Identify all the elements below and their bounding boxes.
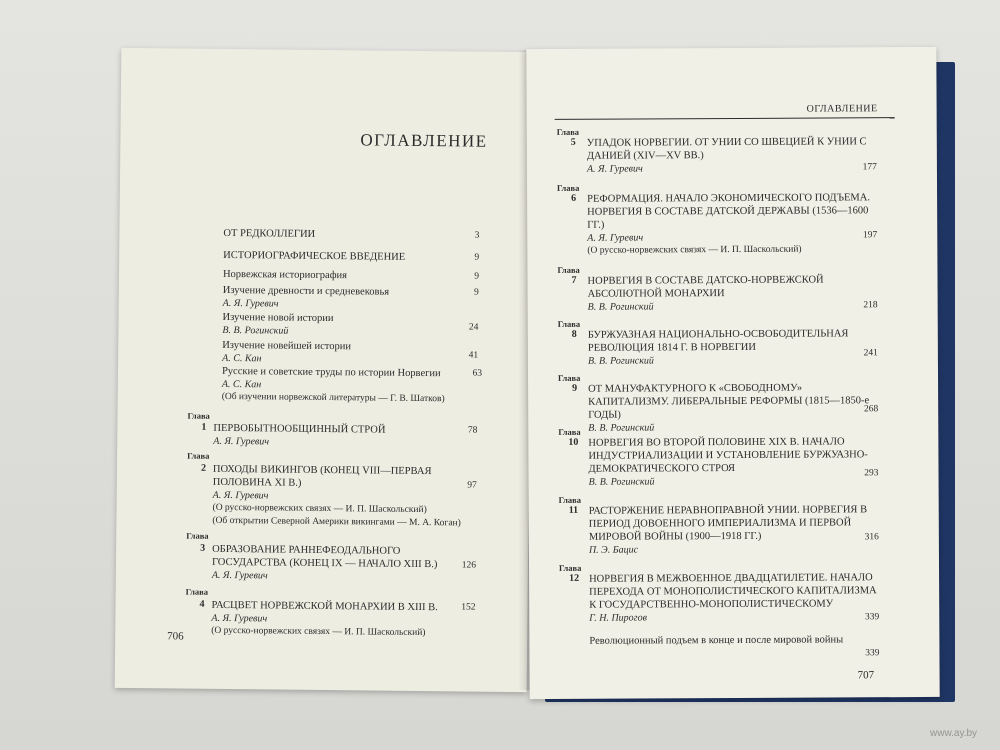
right-page <box>526 47 939 699</box>
chapter-label: Глава <box>557 318 581 329</box>
chapter-number: 8 <box>571 328 577 340</box>
chapter-label: Глава <box>186 530 209 541</box>
page-number: 706 <box>167 630 184 643</box>
toc-chapter: ПЕРВОБЫТНООБЩИННЫЙ СТРОЙ А. Я. Гуревич 78 <box>213 422 478 448</box>
chapter-label: Глава <box>557 264 580 275</box>
toc-chapter: ОТ МАНУФАКТУРНОГО К «СВОБОДНОМУ» КАПИТАЛИЗМУ. ЛИБЕРАЛЬНЫЕ РЕФОРМЫ (1815—1850-е ГОДЫ) В. В. Рогинский 268 <box>588 382 879 434</box>
chapter-label: Глава <box>187 410 210 421</box>
chapter-label: Глава <box>558 562 582 573</box>
toc-entry: Русские и советские труды по истории Норвегии А. С. Кан (Об изучении норвежской литературы — Г. В. Шатков) 63 <box>221 365 483 405</box>
running-header: ОГЛАВЛЕНИЕ <box>806 103 878 115</box>
toc-chapter: РЕФОРМАЦИЯ. НАЧАЛО ЭКОНОМИЧЕСКОГО ПОДЪЕМА. НОРВЕГИЯ В СОСТАВЕ ДАТСКОЙ ДЕРЖАВЫ (1536—1600 ГГ.) А. Я. Гуревич (О русско-норвежских связях — И. П. Шаскольский) 197 <box>587 192 878 256</box>
chapter-number: 12 <box>569 572 580 584</box>
toc-chapter: ПОХОДЫ ВИКИНГОВ (КОНЕЦ VIII—ПЕРВАЯ ПОЛОВИНА XI В.) А. Я. Гуревич (О русско-норвежских связях — И. П. Шаскольский) (Об открытии Северной Америки викингами — М. А. Коган) 97 <box>212 463 477 529</box>
chapter-number: 7 <box>571 274 577 286</box>
toc-chapter: ОБРАЗОВАНИЕ РАННЕФЕОДАЛЬНОГО ГОСУДАРСТВА (КОНЕЦ IX — НАЧАЛО XIII В.) А. Я. Гуревич 126 <box>211 543 477 582</box>
toc-entry: Революционный подъем в конце и после мировой войны 339 <box>589 634 880 659</box>
chapter-number: 11 <box>568 504 579 516</box>
toc-entry: Норвежская историография 9 <box>222 268 480 282</box>
chapter-label: Глава <box>557 372 581 383</box>
toc-entry: Изучение новой истории В. В. Рогинский 24 <box>222 311 479 337</box>
chapter-label: Глава <box>558 426 581 437</box>
page-number: 707 <box>857 669 875 682</box>
chapter-number: 3 <box>200 542 206 554</box>
chapter-number: 1 <box>201 421 207 433</box>
toc-chapter: НОРВЕГИЯ ВО ВТОРОЙ ПОЛОВИНЕ XIX В. НАЧАЛО ИНДУСТРИАЛИЗАЦИИ И УСТАНОВЛЕНИЕ БУРЖУАЗНО-ДЕМОКРАТИЧЕСКОГО СТРОЯ В. В. Рогинский 293 <box>588 436 879 488</box>
chapter-number: 5 <box>570 136 576 148</box>
chapter-number: 6 <box>571 192 577 204</box>
chapter-label: Глава <box>185 586 209 597</box>
page-title: ОГЛАВЛЕНИЕ <box>360 130 488 151</box>
header-rule <box>555 117 895 120</box>
toc-chapter: РАСТОРЖЕНИЕ НЕРАВНОПРАВНОЙ УНИИ. НОРВЕГИЯ В ПЕРИОД ДОВОЕННОГО ИМПЕРИАЛИЗМА И ПЕРВОЙ МИРОВОЙ ВОЙНЫ (1900—1918 ГГ.) П. Э. Бацис 316 <box>588 504 879 556</box>
toc-entry: ОТ РЕДКОЛЛЕГИИ 3 <box>223 227 480 241</box>
chapter-number: 9 <box>572 382 578 394</box>
chapter-number: 2 <box>200 462 207 474</box>
chapter-number: 10 <box>568 436 579 448</box>
toc-entry: ИСТОРИОГРАФИЧЕСКОЕ ВВЕДЕНИЕ 9 <box>223 249 480 263</box>
toc-entry: Изучение новейшей истории А. С. Кан 41 <box>222 339 479 365</box>
left-page <box>115 48 534 692</box>
toc-entry: Изучение древности и средневековья А. Я. Гуревич 9 <box>222 284 479 310</box>
watermark: www.ay.by <box>930 728 978 739</box>
chapter-label: Глава <box>558 494 582 505</box>
toc-chapter: РАСЦВЕТ НОРВЕЖСКОЙ МОНАРХИИ В XIII В. А. Я. Гуревич (О русско-норвежских связях — И. П. Шаскольский) 152 <box>211 599 476 639</box>
chapter-label: Глава <box>556 126 580 137</box>
toc-chapter: НОРВЕГИЯ В МЕЖВОЕННОЕ ДВАДЦАТИЛЕТИЕ. НАЧАЛО ПЕРЕХОДА ОТ МОНОПОЛИСТИЧЕСКОГО КАПИТАЛИЗМА К ГОСУДАРСТВЕННО-МОНОПОЛИСТИЧЕСКОМУ Г. Н. Пирогов 339 <box>589 572 880 624</box>
toc-chapter: УПАДОК НОРВЕГИИ. ОТ УНИИ СО ШВЕЦИЕЙ К УНИИ С ДАНИЕЙ (XIV—XV ВВ.) А. Я. Гуревич 177 <box>586 136 877 175</box>
toc-chapter: НОРВЕГИЯ В СОСТАВЕ ДАТСКО-НОРВЕЖСКОЙ АБСОЛЮТНОЙ МОНАРХИИ В. В. Рогинский 218 <box>587 274 878 313</box>
chapter-label: Глава <box>187 450 210 461</box>
toc-chapter: БУРЖУАЗНАЯ НАЦИОНАЛЬНО-ОСВОБОДИТЕЛЬНАЯ РЕВОЛЮЦИЯ 1814 Г. В НОРВЕГИИ В. В. Рогинский 241 <box>587 328 878 367</box>
chapter-number: 4 <box>199 598 205 610</box>
chapter-label: Глава <box>557 182 580 193</box>
